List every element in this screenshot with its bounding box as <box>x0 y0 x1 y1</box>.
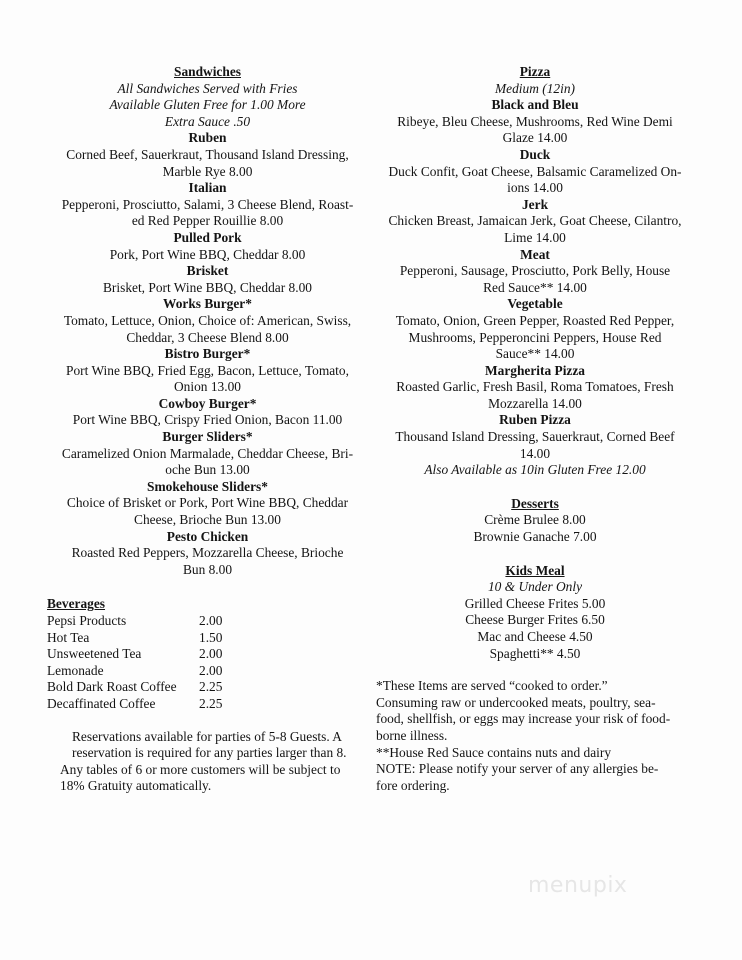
beverage-price: 2.00 <box>199 646 223 662</box>
menu-item-desc: ed Red Pepper Rouillie 8.00 <box>131 213 284 229</box>
pizza-section <box>375 64 695 479</box>
menu-item-desc: Brisket, Port Wine BBQ, Cheddar 8.00 <box>103 279 312 295</box>
beverage-price: 1.50 <box>199 629 223 645</box>
menu-item-desc: ions 14.00 <box>507 180 563 196</box>
menu-item-desc: Port Wine BBQ, Fried Egg, Bacon, Lettuce, Tomato, <box>66 362 349 378</box>
menu-item-desc: Pepperoni, Sausage, Prosciutto, Pork Belly, House <box>399 263 671 279</box>
beverage-price: 2.00 <box>199 613 223 628</box>
reservation-line: Any tables of 6 or more customers will be subject to <box>60 761 341 777</box>
menu-item-desc: Mushrooms, Pepperoncini Peppers, House Red <box>408 329 662 345</box>
disclaimer-line: food, shellfish, or eggs may increase your risk of food- <box>376 711 671 727</box>
beverage-name: Lemonade <box>47 662 104 678</box>
disclaimer-line: fore ordering. <box>376 777 450 793</box>
beverage-name: Unsweetened Tea <box>47 646 142 662</box>
pizza-footnote: Also Available as 10in Gluten Free 12.00 <box>424 462 646 478</box>
beverage-name: Decaffinated Coffee <box>47 695 156 711</box>
beverage-row <box>47 630 375 647</box>
menu-item-desc: Caramelized Onion Marmalade, Cheddar Cheese, Bri- <box>61 445 354 461</box>
beverage-row <box>47 679 375 696</box>
beverage-row <box>47 663 375 680</box>
disclaimer-line: Consuming raw or undercooked meats, poultry, sea- <box>376 694 656 710</box>
dessert-item: Crème Brulee 8.00 <box>484 512 586 528</box>
reservation-line: reservation is required for any parties larger than 8. <box>72 745 347 761</box>
beverage-name: Bold Dark Roast Coffee <box>47 679 177 695</box>
menu-item-desc: Choice of Brisket or Pork, Port Wine BBQ, Cheddar <box>66 495 349 511</box>
menu-item-name: Burger Sliders* <box>162 429 253 445</box>
kids-item: Cheese Burger Frites 6.50 <box>465 612 605 628</box>
menu-item-desc: Cheddar, 3 Cheese Blend 8.00 <box>126 329 289 345</box>
menu-item-name: Vegetable <box>507 296 563 312</box>
sandwiches-note: Available Gluten Free for 1.00 More <box>109 97 306 113</box>
reservation-line: Reservations available for parties of 5-8 Guests. A <box>72 728 342 744</box>
beverage-row <box>47 646 375 663</box>
disclaimer <box>375 678 695 794</box>
reservation-note <box>40 729 376 795</box>
desserts-heading: Desserts <box>511 495 559 511</box>
menu-item-name: Jerk <box>521 196 549 212</box>
disclaimer-line: **House Red Sauce contains nuts and dairy <box>376 744 612 760</box>
menu-item-desc: 14.00 <box>519 445 551 461</box>
menu-item-name: Brisket <box>186 263 229 279</box>
menu-item-desc: Onion 13.00 <box>174 379 241 395</box>
menu-item-desc: Glaze 14.00 <box>502 130 568 146</box>
beverage-row <box>47 696 375 713</box>
menu-item-name: Works Burger* <box>163 296 252 312</box>
menu-item-desc: Tomato, Onion, Green Pepper, Roasted Red Pepper, <box>395 312 675 328</box>
menu-item-name: Duck <box>519 146 551 162</box>
menu-item-name: Ruben <box>188 130 227 146</box>
kids-item: Mac and Cheese 4.50 <box>477 629 593 644</box>
menu-item-desc: Marble Rye 8.00 <box>162 163 253 179</box>
menu-item-desc: Sauce** 14.00 <box>495 346 575 362</box>
pizza-heading: Pizza <box>519 64 551 79</box>
menu-item-desc: Mozzarella 14.00 <box>488 395 582 411</box>
menu-item-desc: Red Sauce** 14.00 <box>483 279 587 295</box>
sandwiches-heading: Sandwiches <box>174 64 241 79</box>
menu-item-desc: Corned Beef, Sauerkraut, Thousand Island Dressing, <box>66 146 349 162</box>
menu-item-desc: Tomato, Lettuce, Onion, Choice of: American, Swiss, <box>63 312 352 328</box>
menu-item-desc: Roasted Garlic, Fresh Basil, Roma Tomatoes, Fresh <box>396 379 674 395</box>
menu-item-desc: Duck Confit, Goat Cheese, Balsamic Caramelized On- <box>388 163 682 179</box>
dessert-item: Brownie Ganache 7.00 <box>473 529 597 545</box>
menu-item-desc: Port Wine BBQ, Crispy Fried Onion, Bacon 11.00 <box>72 412 343 428</box>
menu-item-name: Black and Bleu <box>491 97 579 113</box>
menu-item-name: Smokehouse Sliders* <box>147 478 268 494</box>
menu-item-desc: Cheese, Brioche Bun 13.00 <box>134 512 281 528</box>
menu-item-name: Bistro Burger* <box>164 346 251 362</box>
menu-item-desc: Bun 8.00 <box>182 561 233 577</box>
reservation-line: 18% Gratuity automatically. <box>60 778 212 794</box>
kids-item: Spaghetti** 4.50 <box>489 645 581 661</box>
menu-item-name: Pulled Pork <box>173 229 242 245</box>
kids-subheading: 10 & Under Only <box>487 579 583 595</box>
menu-item-desc: Lime 14.00 <box>504 229 566 245</box>
menu-item-name: Cowboy Burger* <box>158 395 257 411</box>
menu-item-name: Ruben Pizza <box>499 412 571 428</box>
beverage-price: 2.25 <box>199 679 223 695</box>
disclaimer-line: *These Items are served “cooked to order.” <box>376 678 608 694</box>
menu-item-name: Margherita Pizza <box>484 362 585 378</box>
beverage-price: 2.25 <box>199 695 223 711</box>
disclaimer-line: NOTE: Please notify your server of any allergies be- <box>376 761 659 777</box>
desserts-section <box>375 496 695 546</box>
right-column <box>375 64 695 794</box>
beverages-section <box>40 596 375 712</box>
pizza-subheading: Medium (12in) <box>495 80 575 96</box>
beverage-name: Hot Tea <box>47 629 90 645</box>
menu-item-name: Italian <box>188 180 227 196</box>
sandwiches-note: All Sandwiches Served with Fries <box>117 80 298 96</box>
beverage-price: 2.00 <box>199 662 223 678</box>
menu-item-desc: Pepperoni, Prosciutto, Salami, 3 Cheese Blend, Roast- <box>61 196 354 212</box>
menu-item-desc: Ribeye, Bleu Cheese, Mushrooms, Red Wine Demi <box>397 113 673 129</box>
menu-item-desc: Roasted Red Peppers, Mozzarella Cheese, Brioche <box>71 545 344 561</box>
beverage-name: Pepsi Products <box>47 613 127 628</box>
kids-section <box>375 563 695 663</box>
left-column <box>40 64 375 795</box>
sandwiches-section <box>40 64 375 578</box>
menu-item-desc: Pork, Port Wine BBQ, Cheddar 8.00 <box>109 246 306 262</box>
menu-item-name: Meat <box>520 246 550 262</box>
menu-item-desc: Chicken Breast, Jamaican Jerk, Goat Cheese, Cilantro, <box>388 213 682 229</box>
beverage-row <box>47 613 375 630</box>
disclaimer-line: borne illness. <box>376 727 448 743</box>
menu-item-desc: oche Bun 13.00 <box>165 462 250 478</box>
sandwiches-note: Extra Sauce .50 <box>164 113 251 129</box>
kids-heading: Kids Meal <box>505 562 565 578</box>
watermark: menupix <box>528 873 628 898</box>
kids-item: Grilled Cheese Frites 5.00 <box>464 595 606 611</box>
menu-item-desc: Thousand Island Dressing, Sauerkraut, Corned Beef <box>395 429 675 445</box>
beverages-heading: Beverages <box>47 596 106 612</box>
menu-item-name: Pesto Chicken <box>166 528 249 544</box>
